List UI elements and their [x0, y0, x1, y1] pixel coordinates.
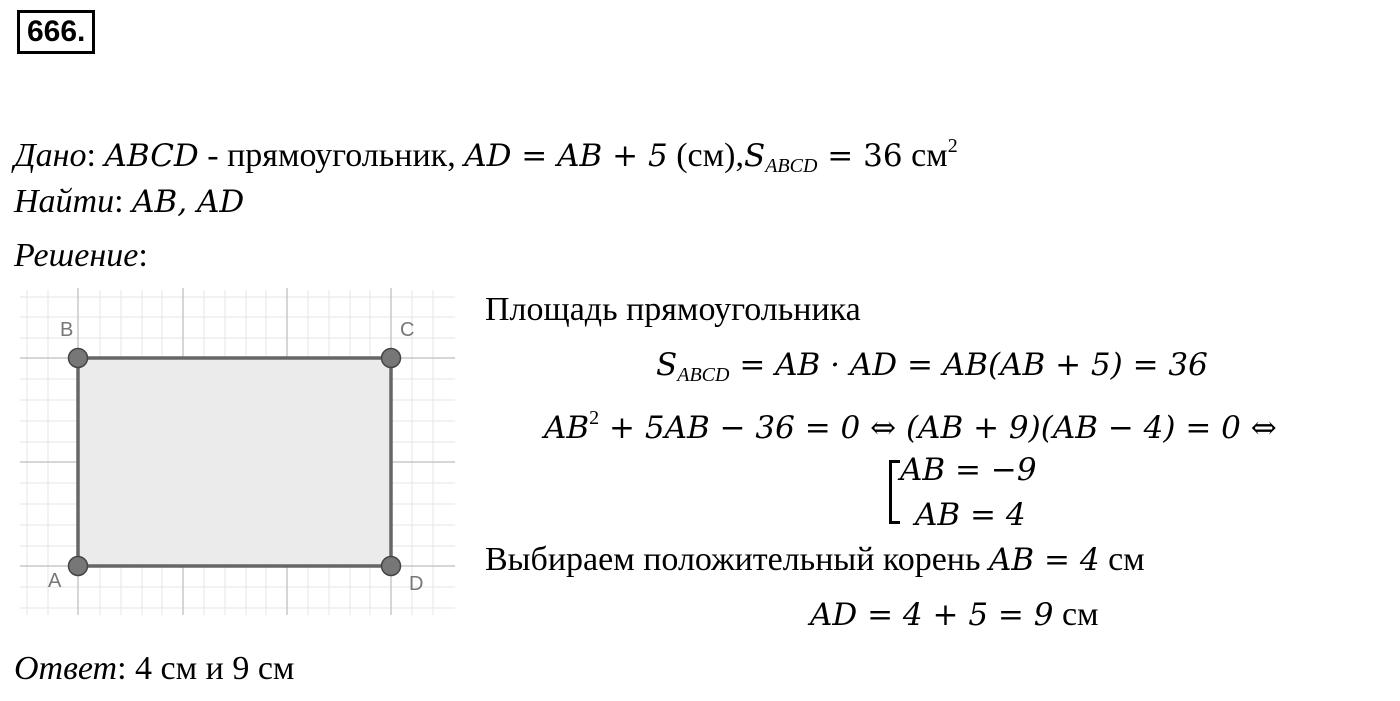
- given-area-s: S: [743, 138, 766, 174]
- point-c: [382, 349, 401, 368]
- solution-intro: Площадь прямоугольника: [485, 291, 861, 328]
- label-a: A: [48, 570, 62, 592]
- choose-line: [485, 540, 1145, 580]
- roots-bracket: [889, 460, 900, 524]
- given-relation: AD = AB + 5: [464, 138, 668, 174]
- answer-value: 4 см и 9 см: [126, 650, 295, 687]
- answer-label: Ответ: [14, 650, 118, 687]
- given-colon: :: [86, 137, 96, 174]
- equation-area: [656, 345, 1208, 395]
- point-a: [69, 557, 88, 576]
- final-unit: см: [1053, 596, 1099, 633]
- choose-math: AB = 4: [989, 542, 1100, 578]
- root-2: [915, 495, 1026, 535]
- root-1: [900, 450, 1037, 490]
- find-colon: :: [114, 183, 124, 220]
- problem-number: 666.: [17, 10, 95, 54]
- find-label: Найти: [14, 183, 115, 220]
- choose-unit: см: [1099, 541, 1145, 578]
- given-text: - прямоугольник,: [198, 137, 465, 174]
- rectangle-figure: [0, 0, 470, 640]
- solution-label: Решение: [14, 237, 139, 274]
- rectangle-abcd: [78, 358, 391, 566]
- final-line: [810, 595, 1099, 635]
- answer-colon: :: [117, 650, 127, 687]
- root-2-math: AB = 4: [915, 497, 1026, 533]
- choose-text: Выбираем положительный корень: [485, 541, 990, 578]
- given-area-sub: ABCD: [765, 155, 818, 177]
- eq2-a: AB: [544, 410, 590, 446]
- given-relation-unit: (см),: [667, 137, 744, 174]
- point-d: [382, 557, 401, 576]
- answer-line: [14, 649, 294, 689]
- solution-colon: :: [138, 237, 148, 274]
- eq1-sub: ABCD: [677, 364, 730, 386]
- root-1-math: AB = −9: [900, 452, 1037, 488]
- label-c: C: [400, 319, 415, 341]
- given-area-unit: см: [902, 137, 948, 174]
- find-value: AB, AD: [132, 184, 245, 220]
- given-figure: ABCD: [104, 138, 199, 174]
- point-b: [69, 349, 88, 368]
- final-math: AD = 4 + 5 = 9: [810, 597, 1054, 633]
- equation-quadratic: [544, 398, 1277, 448]
- given-area-eq: = 36: [817, 138, 903, 174]
- eq2-rest: + 5AB − 36 = 0 ⇔ (AB + 9)(AB − 4) = 0 ⇔: [599, 410, 1277, 446]
- eq2-sup: 2: [589, 407, 600, 429]
- eq1-s: S: [656, 347, 678, 383]
- eq1-rest: = AB · AD = AB(AB + 5) = 36: [729, 347, 1208, 383]
- label-b: B: [60, 319, 74, 341]
- given-area-sup: 2: [947, 135, 958, 157]
- label-d: D: [409, 573, 424, 595]
- given-label: Дано: [14, 137, 87, 174]
